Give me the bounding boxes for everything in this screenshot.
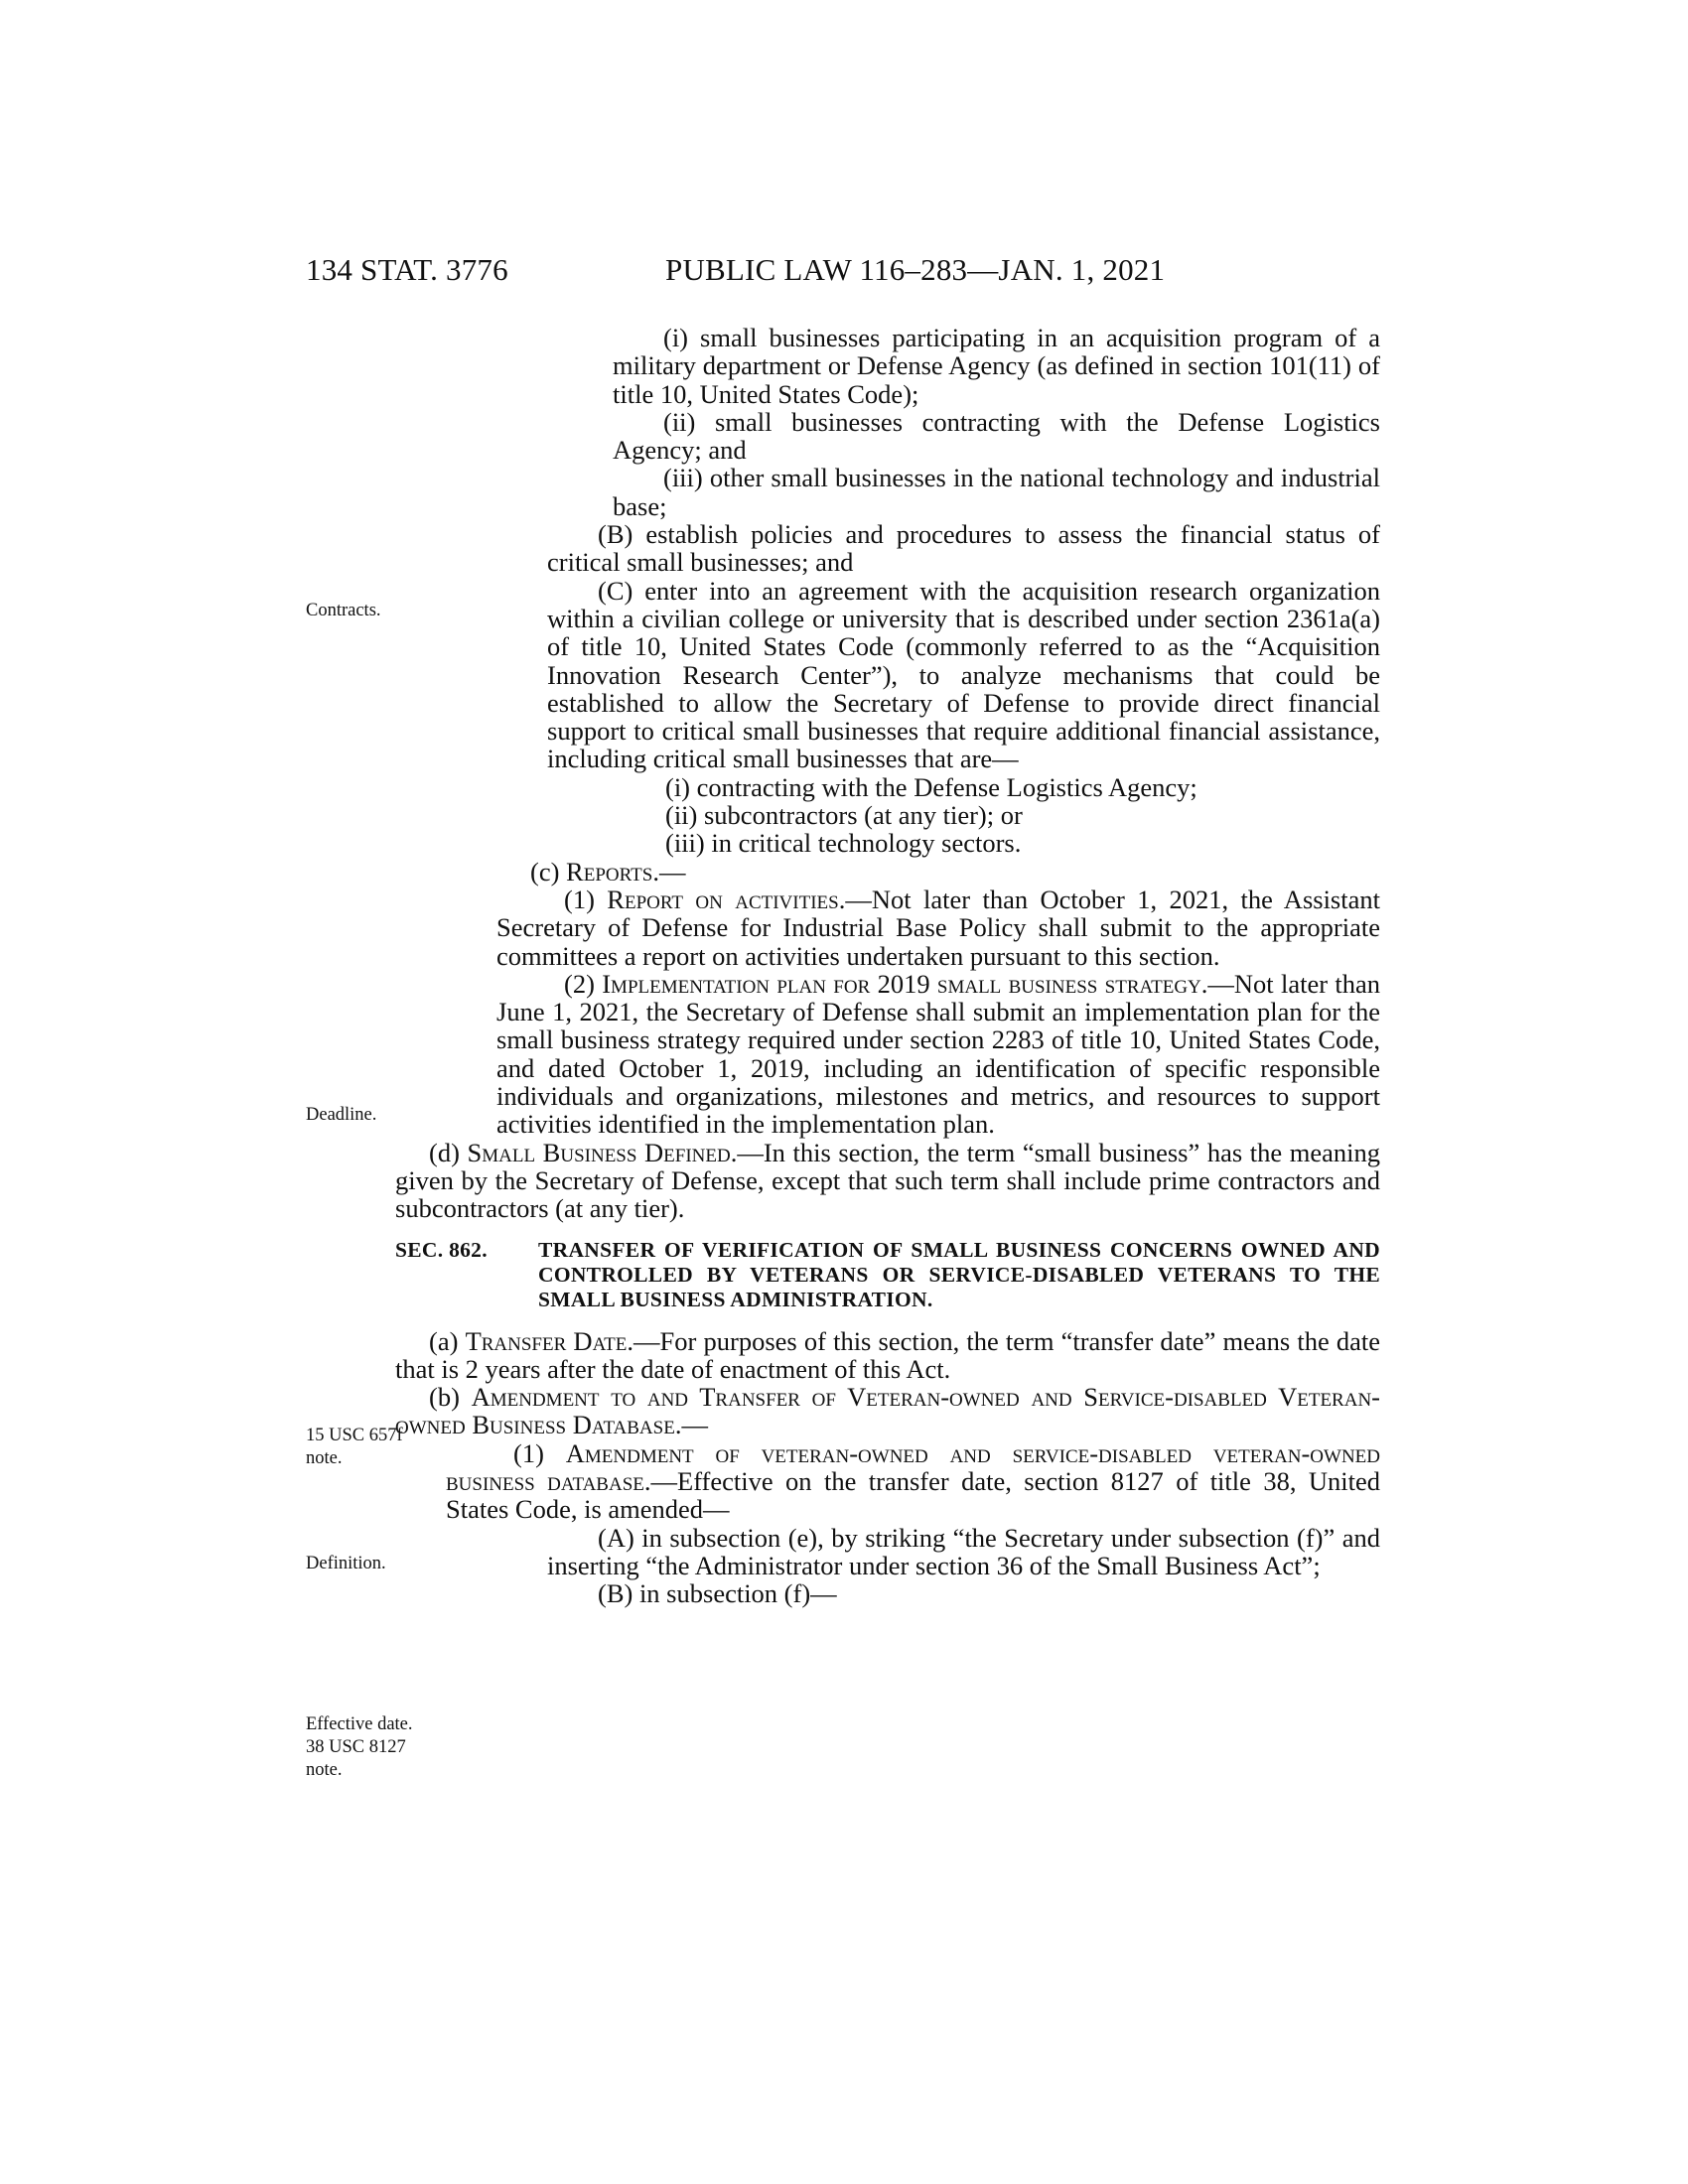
amendment-transfer-heading: Amendment to and Transfer of Veteran-owned and Service-disabled Veteran-owned Business Database (395, 1382, 1380, 1440)
section-title: TRANSFER OF VERIFICATION OF SMALL BUSINESS CONCERNS OWNED AND CONTROLLED BY VETERANS OR SERVICE-DISABLED VETERANS TO THE SMALL BUSINESS ADMINISTRATION. (538, 1237, 1380, 1311)
margin-note-usc-8127: 38 USC 8127 (306, 1737, 406, 1757)
section-number: SEC. 862. (395, 1237, 488, 1262)
paragraph-amendment-database: (1) Amendment of veteran-owned and service-disabled veteran-owned business database.—Effective on the transfer date, section 8127 of title 38, United States Code, is amended— (446, 1437, 1381, 1525)
subsection-b-amendment-transfer: (b) Amendment to and Transfer of Veteran-owned and Service-disabled Veteran-owned Business Database.— (395, 1382, 1380, 1440)
subsection-d-small-business-defined: (d) Small Business Defined.—In this section, the term “small business” has the meaning given by the Secretary of Defense, except that such term shall include prime contractors and subcontractors (at any tier). (395, 1137, 1380, 1224)
subsection-c-reports: (c) Reports.— (530, 856, 686, 887)
small-business-defined-heading: Small Business Defined (467, 1137, 731, 1167)
clause-a-iii: (iii) other small businesses in the national technology and industrial base; (613, 463, 1380, 521)
clause-c-ii: (ii) subcontractors (at any tier); or (665, 800, 1023, 831)
margin-note-definition: Definition. (306, 1554, 386, 1573)
section-862-heading (395, 1238, 1380, 1312)
clause-c-iii: (iii) in critical technology sectors. (665, 828, 1022, 859)
public-law-title: PUBLIC LAW 116–283—JAN. 1, 2021 (665, 252, 1166, 287)
margin-note-usc-8127-note: note. (306, 1760, 343, 1780)
subparagraph-sb1-a: (A) in subsection (e), by striking “the Secretary under subsection (f)” and inserting “the Administrator under section 36 of the Small Business Act”; (547, 1522, 1380, 1580)
margin-note-contracts: Contracts. (306, 601, 381, 620)
paragraph-implementation-plan: (2) Implementation plan for 2019 small business strategy.—Not later than June 1, 2021, the Secretary of Defense shall submit an implementation plan for the small business strategy required under section 2283 of title 10, United States Code, and dated October 1, 2019, including an identification of specific responsible individuals and organizations, milestones and metrics, and resources to support activities identified in the implementation plan. (496, 968, 1380, 1140)
clause-a-i: (i) small businesses participating in an acquisition program of a military department or Defense Agency (as defined in section 101(11) of title 10, United States Code); (613, 323, 1380, 409)
subparagraph-b: (B) establish policies and procedures to assess the financial status of critical small businesses; and (547, 519, 1380, 578)
margin-note-usc-657f-note: note. (306, 1448, 343, 1468)
paragraph-report-on-activities: (1) Report on activities.—Not later than October 1, 2021, the Assistant Secretary of Defense for Industrial Base Policy shall submit to the appropriate committees a report on activities undertaken pursuant to this section. (496, 884, 1380, 971)
transfer-date-heading: Transfer Date (465, 1325, 628, 1356)
amendment-database-heading: Amendment of veteran-owned and service-disabled veteran-owned business database (446, 1437, 1381, 1496)
clause-c-i: (i) contracting with the Defense Logistics Agency; (665, 771, 1197, 802)
report-on-activities-heading: Report on activities (607, 884, 839, 914)
statute-page-reference: 134 STAT. 3776 (306, 252, 508, 287)
margin-note-deadline: Deadline. (306, 1105, 377, 1125)
statute-body (395, 323, 1381, 1609)
implementation-plan-heading: Implementation plan for 2019 small business strategy (602, 968, 1201, 999)
subsection-a-transfer-date: (a) Transfer Date.—For purposes of this section, the term “transfer date” means the date that is 2 years after the date of enactment of this Act. (395, 1325, 1380, 1384)
subparagraph-sb1-b: (B) in subsection (f)— (598, 1578, 837, 1609)
margin-note-usc-657f: 15 USC 657f (306, 1426, 403, 1445)
subparagraph-c: (C) enter into an agreement with the acquisition research organization within a civilian college or university that is described under section 2361a(a) of title 10, United States Code (commonly referred to as the “Acquisition Innovation Research Center”), to analyze mechanisms that could be established to allow the Secretary of Defense to provide direct financial support to critical small businesses that require additional financial assistance, including critical small businesses that are— (547, 575, 1380, 774)
reports-heading: Reports (566, 856, 653, 887)
margin-note-effective-date: Effective date. (306, 1714, 413, 1734)
clause-a-ii: (ii) small businesses contracting with the Defense Logistics Agency; and (613, 406, 1380, 466)
